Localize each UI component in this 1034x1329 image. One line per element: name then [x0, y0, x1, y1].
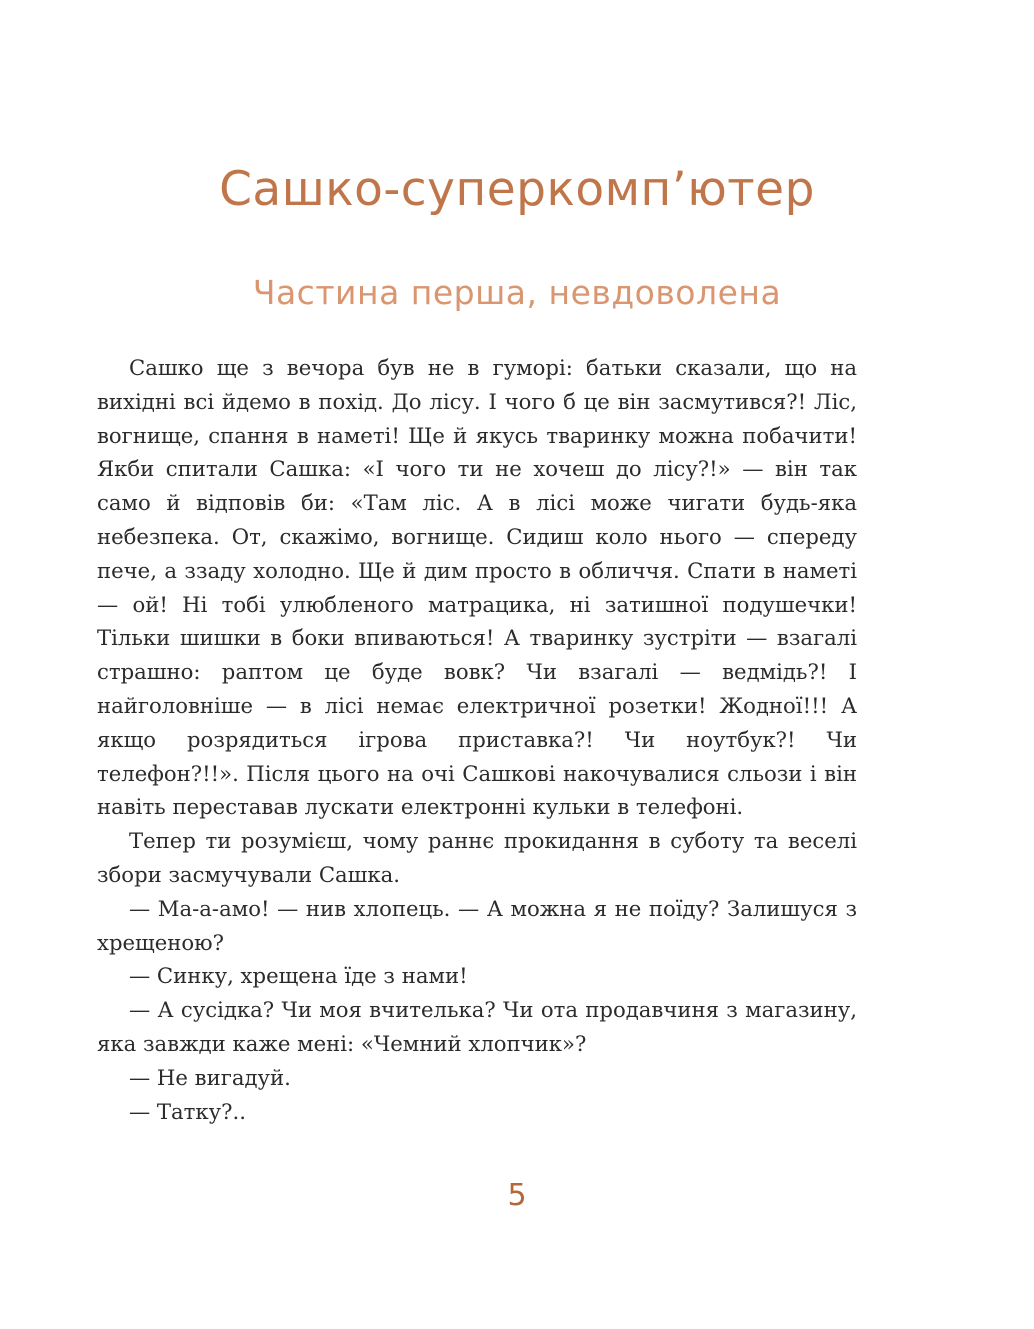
paragraph: Сашко ще з вечора був не в гуморі: батьки сказали, що на вихідні всі йдемо в похід. До лісу. І чого б це він засмутився?! Ліс, вогнище, спання в наметі! Ще й якусь тваринку можна побачити! Якби спитали Сашка: «І чого ти не хочеш до лісу?!» — він так само й відповів би: «Там ліс. А в лісі може чигати будь-яка небезпека. От, скажімо, вогнище. Сидиш коло нього — спереду пече, а ззаду холодно. Ще й дим просто в обличчя. Спати в наметі — ой! Ні тобі улюбленого матрацика, ні затишної подушечки! Тільки шишки в боки впиваються! А тваринку зустріти — взагалі страшно: раптом це буде вовк? Чи взагалі — ведмідь?! І найголовніше — в лісі немає електричної розетки! Жодної!!! А якщо розрядиться ігрова приставка?! Чи ноутбук?! Чи телефон?!!». Після цього на очі Сашкові накочувалися сльози і він навіть переставав лускати електронні кульки в телефоні. — [97, 355, 857, 820]
chapter-title: Сашко-суперкомп’ютер — [219, 162, 815, 217]
chapter-subtitle: Частина перша, невдоволена — [252, 273, 782, 312]
paragraph: — Не вигадуй. — [129, 1064, 291, 1090]
paragraph: — Ма-а-амо! — нив хлопець. — А можна я не поїду? Залишуся з хрещеною? — [97, 895, 857, 955]
page-number: 5 — [507, 1178, 527, 1213]
paragraph: — Синку, хрещена їде з нами! — [129, 963, 468, 989]
body-text — [97, 351, 857, 1128]
paragraph: — А сусідка? Чи моя вчителька? Чи ота продавчиня з магазину, яка завжди каже мені: «Чемний хлопчик»? — [97, 997, 857, 1056]
paragraph: Тепер ти розумієш, чому раннє прокидання в суботу та веселі збори засмучували Сашка. — [97, 828, 857, 887]
paragraph: — Татку?.. — [129, 1098, 246, 1124]
